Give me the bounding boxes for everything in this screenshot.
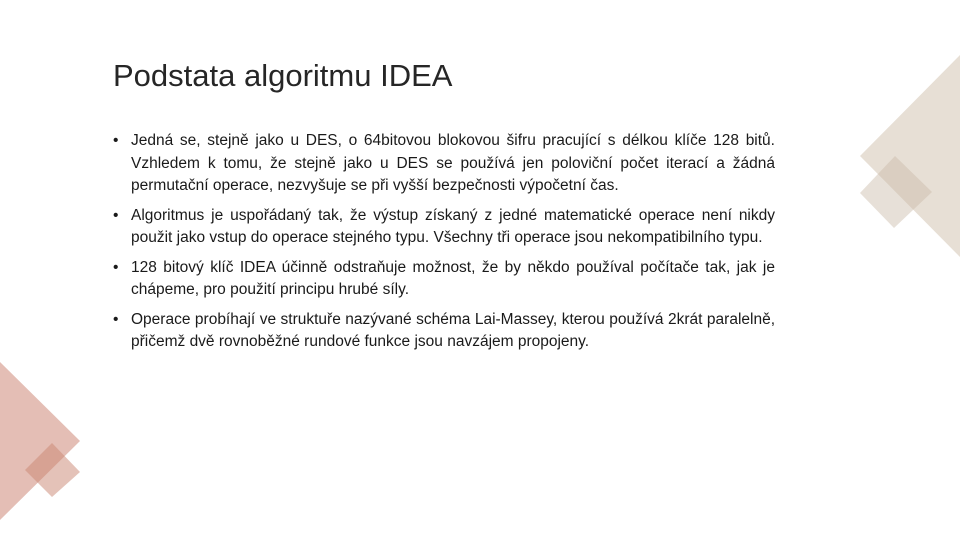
bullet-icon: • (113, 206, 119, 224)
bullet-list (113, 130, 775, 361)
bullet-icon: • (113, 310, 119, 328)
bullet-text: 128 bitový klíč IDEA účinně odstraňuje možnost, že by někdo používal počítače tak, jak je chápeme, pro použití principu hrubé síly. (131, 258, 775, 298)
pink-diamond-large (0, 362, 80, 520)
bullet-text: Jedná se, stejně jako u DES, o 64bitovou blokovou šifru pracující s délkou klíče 128 bitů. Vzhledem k tomu, že stejně jako u DES se používá jen poloviční počet iterací a žádná permutační operace, nezvyšuje se při vyšší bezpečnosti výpočetní čas. (131, 132, 775, 194)
bullet-item (113, 257, 775, 302)
slide-title: Podstata algoritmu IDEA (113, 58, 453, 93)
bullet-icon: • (113, 258, 119, 276)
bullet-item (113, 205, 775, 250)
bullet-item (113, 309, 775, 354)
beige-diamond-large (860, 55, 960, 257)
bullet-item (113, 130, 775, 198)
bullet-text: Operace probíhají ve struktuře nazývané schéma Lai-Massey, kterou používá 2krát paralelně, přičemž dvě rovnoběžné rundové funkce jsou navzájem propojeny. (131, 310, 775, 350)
bullet-text: Algoritmus je uspořádaný tak, že výstup získaný z jedné matematické operace není nikdy použit jako vstup do operace stejného typu. Všechny tři operace jsou nekompatibilního typu. (131, 206, 775, 246)
bullet-icon: • (113, 132, 119, 149)
